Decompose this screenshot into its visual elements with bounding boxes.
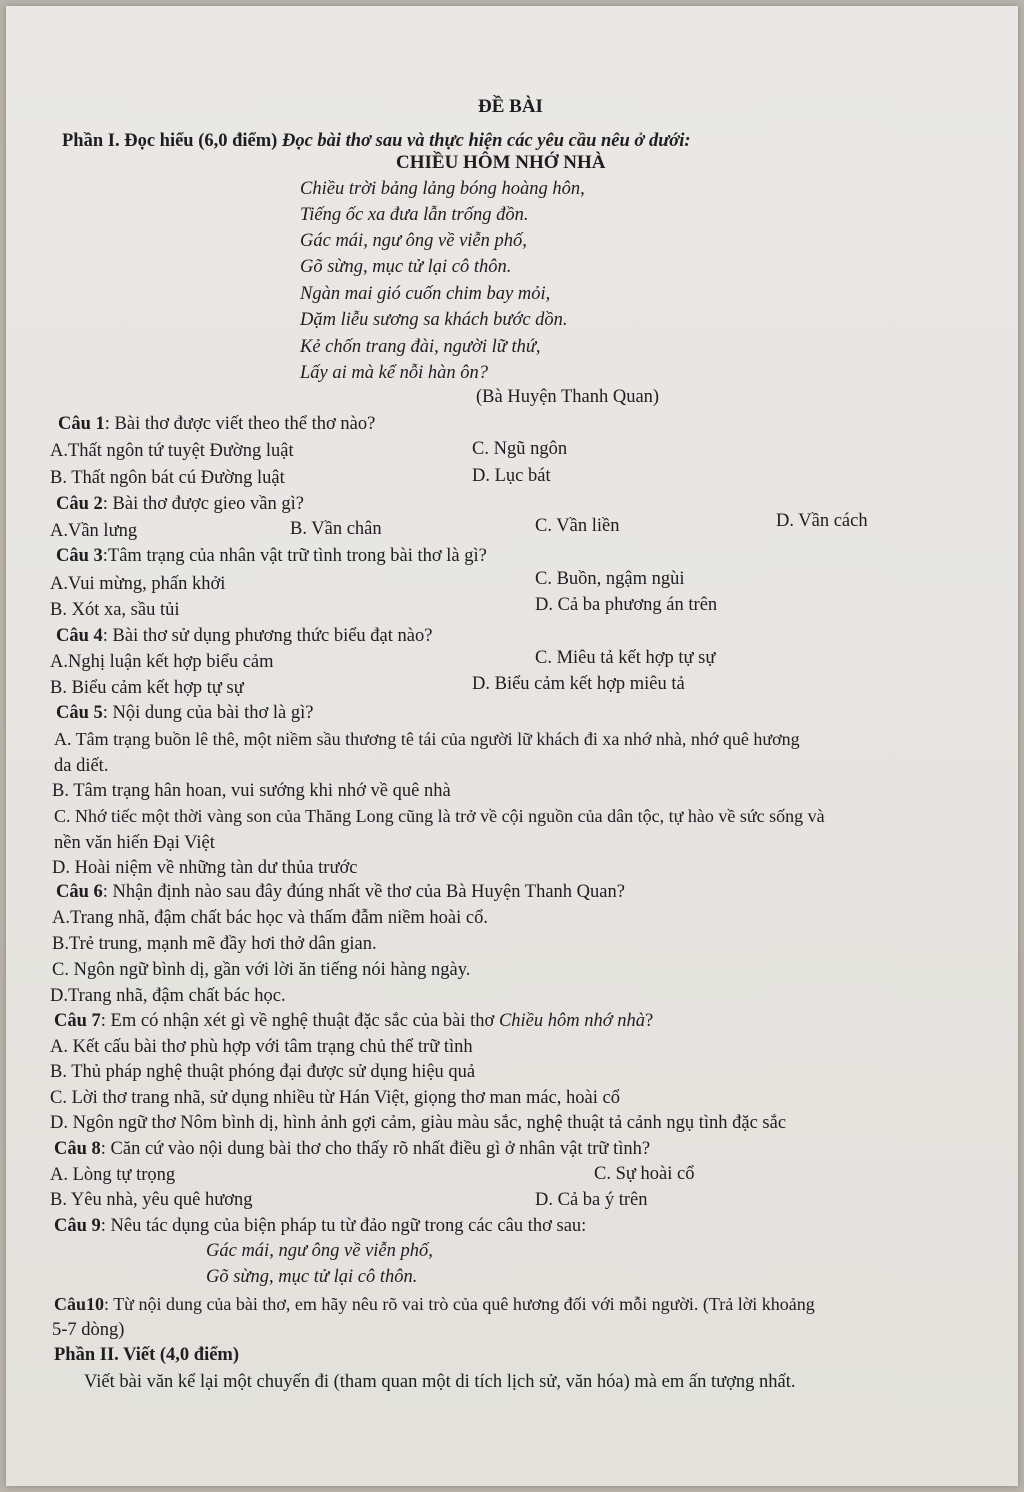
option-d: D. Cả ba ý trên	[535, 1190, 648, 1210]
option-c: C. Ngũ ngôn	[472, 439, 568, 459]
quoted-poem-line: Gõ sừng, mục tử lại cô thôn.	[206, 1267, 418, 1287]
option-d: D. Biểu cảm kết hợp miêu tả	[472, 674, 685, 694]
poem-line: Chiều trời bảng lảng bóng hoàng hôn,	[300, 179, 585, 199]
option-a: A.Vui mừng, phấn khởi	[50, 574, 226, 594]
question-3	[56, 545, 487, 567]
option-a: A.Nghị luận kết hợp biểu cảm	[50, 652, 274, 672]
question-5	[56, 702, 313, 724]
option-b: B. Vần chân	[290, 519, 382, 539]
question-label: Câu 9	[54, 1216, 101, 1236]
part2-heading: Phần II. Viết (4,0 điểm)	[54, 1345, 239, 1365]
option-c: C. Lời thơ trang nhã, sử dụng nhiều từ Hán Việt, giọng thơ man mác, hoài cổ	[50, 1088, 620, 1108]
part2-task: Viết bài văn kể lại một chuyến đi (tham quan một di tích lịch sử, văn hóa) mà em ấn tượng nhất.	[84, 1372, 796, 1392]
question-text: : Từ nội dung của bài thơ, em hãy nêu rõ vai trò của quê hương đối với mỗi người. (Trả lời khoảng	[104, 1294, 815, 1314]
option-a: A.Trang nhã, đậm chất bác học và thấm đẫm niềm hoài cổ.	[52, 908, 488, 928]
question-1	[58, 413, 375, 435]
option-a-continued: da diết.	[54, 756, 109, 776]
option-a: A.Vần lưng	[50, 521, 138, 541]
poem-line: Gõ sừng, mục tử lại cô thôn.	[300, 257, 512, 277]
poem-author: (Bà Huyện Thanh Quan)	[476, 387, 660, 407]
question-text: : Nêu tác dụng của biện pháp tu từ đảo ngữ trong các câu thơ sau:	[100, 1216, 587, 1236]
question-text: : Căn cứ vào nội dung bài thơ cho thấy rõ nhất điều gì ở nhân vật trữ tình?	[100, 1139, 651, 1159]
question-10	[54, 1293, 815, 1315]
question-8	[54, 1138, 650, 1160]
question-7	[54, 1010, 653, 1032]
option-a: A. Tâm trạng buồn lê thê, một niềm sầu thương tê tái của người lữ khách đi xa nhớ nhà, nhớ quê hương	[54, 729, 800, 749]
option-a: A.Thất ngôn tứ tuyệt Đường luật	[50, 441, 294, 461]
option-b: B. Tâm trạng hân hoan, vui sướng khi nhớ về quê nhà	[52, 781, 451, 801]
option-b: B. Xót xa, sầu tủi	[50, 600, 180, 620]
question-label: Câu 6	[56, 882, 103, 902]
question-text: : Nhận định nào sau đây đúng nhất về thơ của Bà Huyện Thanh Quan?	[102, 882, 625, 902]
question-text: :Tâm trạng của nhân vật trữ tình trong bài thơ là gì?	[102, 546, 487, 566]
question-label: Câu 3	[56, 546, 103, 566]
question-label: Câu 2	[56, 494, 103, 514]
option-b: B.Trẻ trung, mạnh mẽ đầy hơi thở dân gian.	[52, 934, 377, 954]
option-c: C. Vần liền	[535, 516, 620, 536]
option-d: D. Vần cách	[776, 511, 868, 531]
question-text: : Bài thơ sử dụng phương thức biểu đạt nào?	[102, 626, 433, 646]
quoted-poem-line: Gác mái, ngư ông về viễn phố,	[206, 1241, 433, 1261]
option-b: B. Thủ pháp nghệ thuật phóng đại được sử dụng hiệu quả	[50, 1062, 476, 1082]
part1-label: Phần I. Đọc hiểu (6,0 điểm)	[62, 131, 278, 151]
poem-line: Dặm liễu sương sa khách bước dồn.	[300, 310, 568, 330]
option-d: D. Cả ba phương án trên	[535, 595, 718, 615]
option-c: C. Nhớ tiếc một thời vàng son của Thăng Long cũng là trở về cội nguồn của dân tộc, tự hào về sức sống và	[54, 806, 825, 826]
question-end: ?	[645, 1011, 654, 1031]
option-d: D.Trang nhã, đậm chất bác học.	[50, 986, 286, 1006]
option-a: A. Kết cấu bài thơ phù hợp với tâm trạng chủ thể trữ tình	[50, 1037, 473, 1057]
question-label: Câu 4	[56, 626, 103, 646]
poem-title: CHIỀU HÔM NHỚ NHÀ	[396, 152, 606, 173]
option-d: D. Ngôn ngữ thơ Nôm bình dị, hình ảnh gợi cảm, giàu màu sắc, nghệ thuật tả cảnh ngụ tình đặc sắc	[50, 1113, 787, 1133]
page-title: ĐỀ BÀI	[478, 96, 543, 117]
option-d: D. Hoài niệm về những tàn dư thủa trước	[52, 858, 358, 878]
question-text: : Nội dung của bài thơ là gì?	[102, 703, 314, 723]
question-6	[56, 881, 625, 903]
option-b: B. Biểu cảm kết hợp tự sự	[50, 678, 244, 698]
question-label: Câu 8	[54, 1139, 101, 1159]
poem-line: Gác mái, ngư ông về viễn phố,	[300, 231, 527, 251]
part1-heading	[62, 130, 691, 152]
option-c: C. Miêu tả kết hợp tự sự	[535, 648, 716, 668]
question-text: : Bài thơ được viết theo thể thơ nào?	[104, 414, 376, 434]
option-b: B. Thất ngôn bát cú Đường luật	[50, 468, 285, 488]
question-label: Câu10	[54, 1294, 105, 1314]
question-text: : Bài thơ được gieo vần gì?	[102, 494, 304, 514]
question-label: Câu 7	[54, 1011, 101, 1031]
question-2	[56, 493, 304, 515]
option-b: B. Yêu nhà, yêu quê hương	[50, 1190, 253, 1210]
poem-line: Kẻ chốn trang đài, người lữ thứ,	[300, 337, 541, 357]
poem-line: Ngàn mai gió cuốn chim bay mỏi,	[300, 284, 551, 304]
question-label: Câu 1	[58, 414, 105, 434]
question-label: Câu 5	[56, 703, 103, 723]
poem-line: Tiếng ốc xa đưa lẫn trống đồn.	[300, 205, 529, 225]
poem-line: Lấy ai mà kể nỗi hàn ôn?	[300, 363, 489, 383]
option-a: A. Lòng tự trọng	[50, 1165, 176, 1185]
option-c: C. Buồn, ngậm ngùi	[535, 569, 685, 589]
option-c-continued: nền văn hiến Đại Việt	[54, 833, 215, 853]
question-poem-title: Chiều hôm nhớ nhà	[498, 1011, 645, 1031]
part1-instruction: Đọc bài thơ sau và thực hiện các yêu cầu nêu ở dưới:	[281, 131, 691, 151]
option-c: C. Ngôn ngữ bình dị, gần với lời ăn tiếng nói hàng ngày.	[52, 960, 471, 980]
question-10-continued: 5-7 dòng)	[52, 1320, 125, 1340]
option-d: D. Lục bát	[472, 466, 551, 486]
question-9	[54, 1215, 586, 1237]
option-c: C. Sự hoài cổ	[594, 1164, 695, 1184]
question-4	[56, 625, 432, 647]
question-text: : Em có nhận xét gì về nghệ thuật đặc sắc của bài thơ	[100, 1011, 499, 1031]
